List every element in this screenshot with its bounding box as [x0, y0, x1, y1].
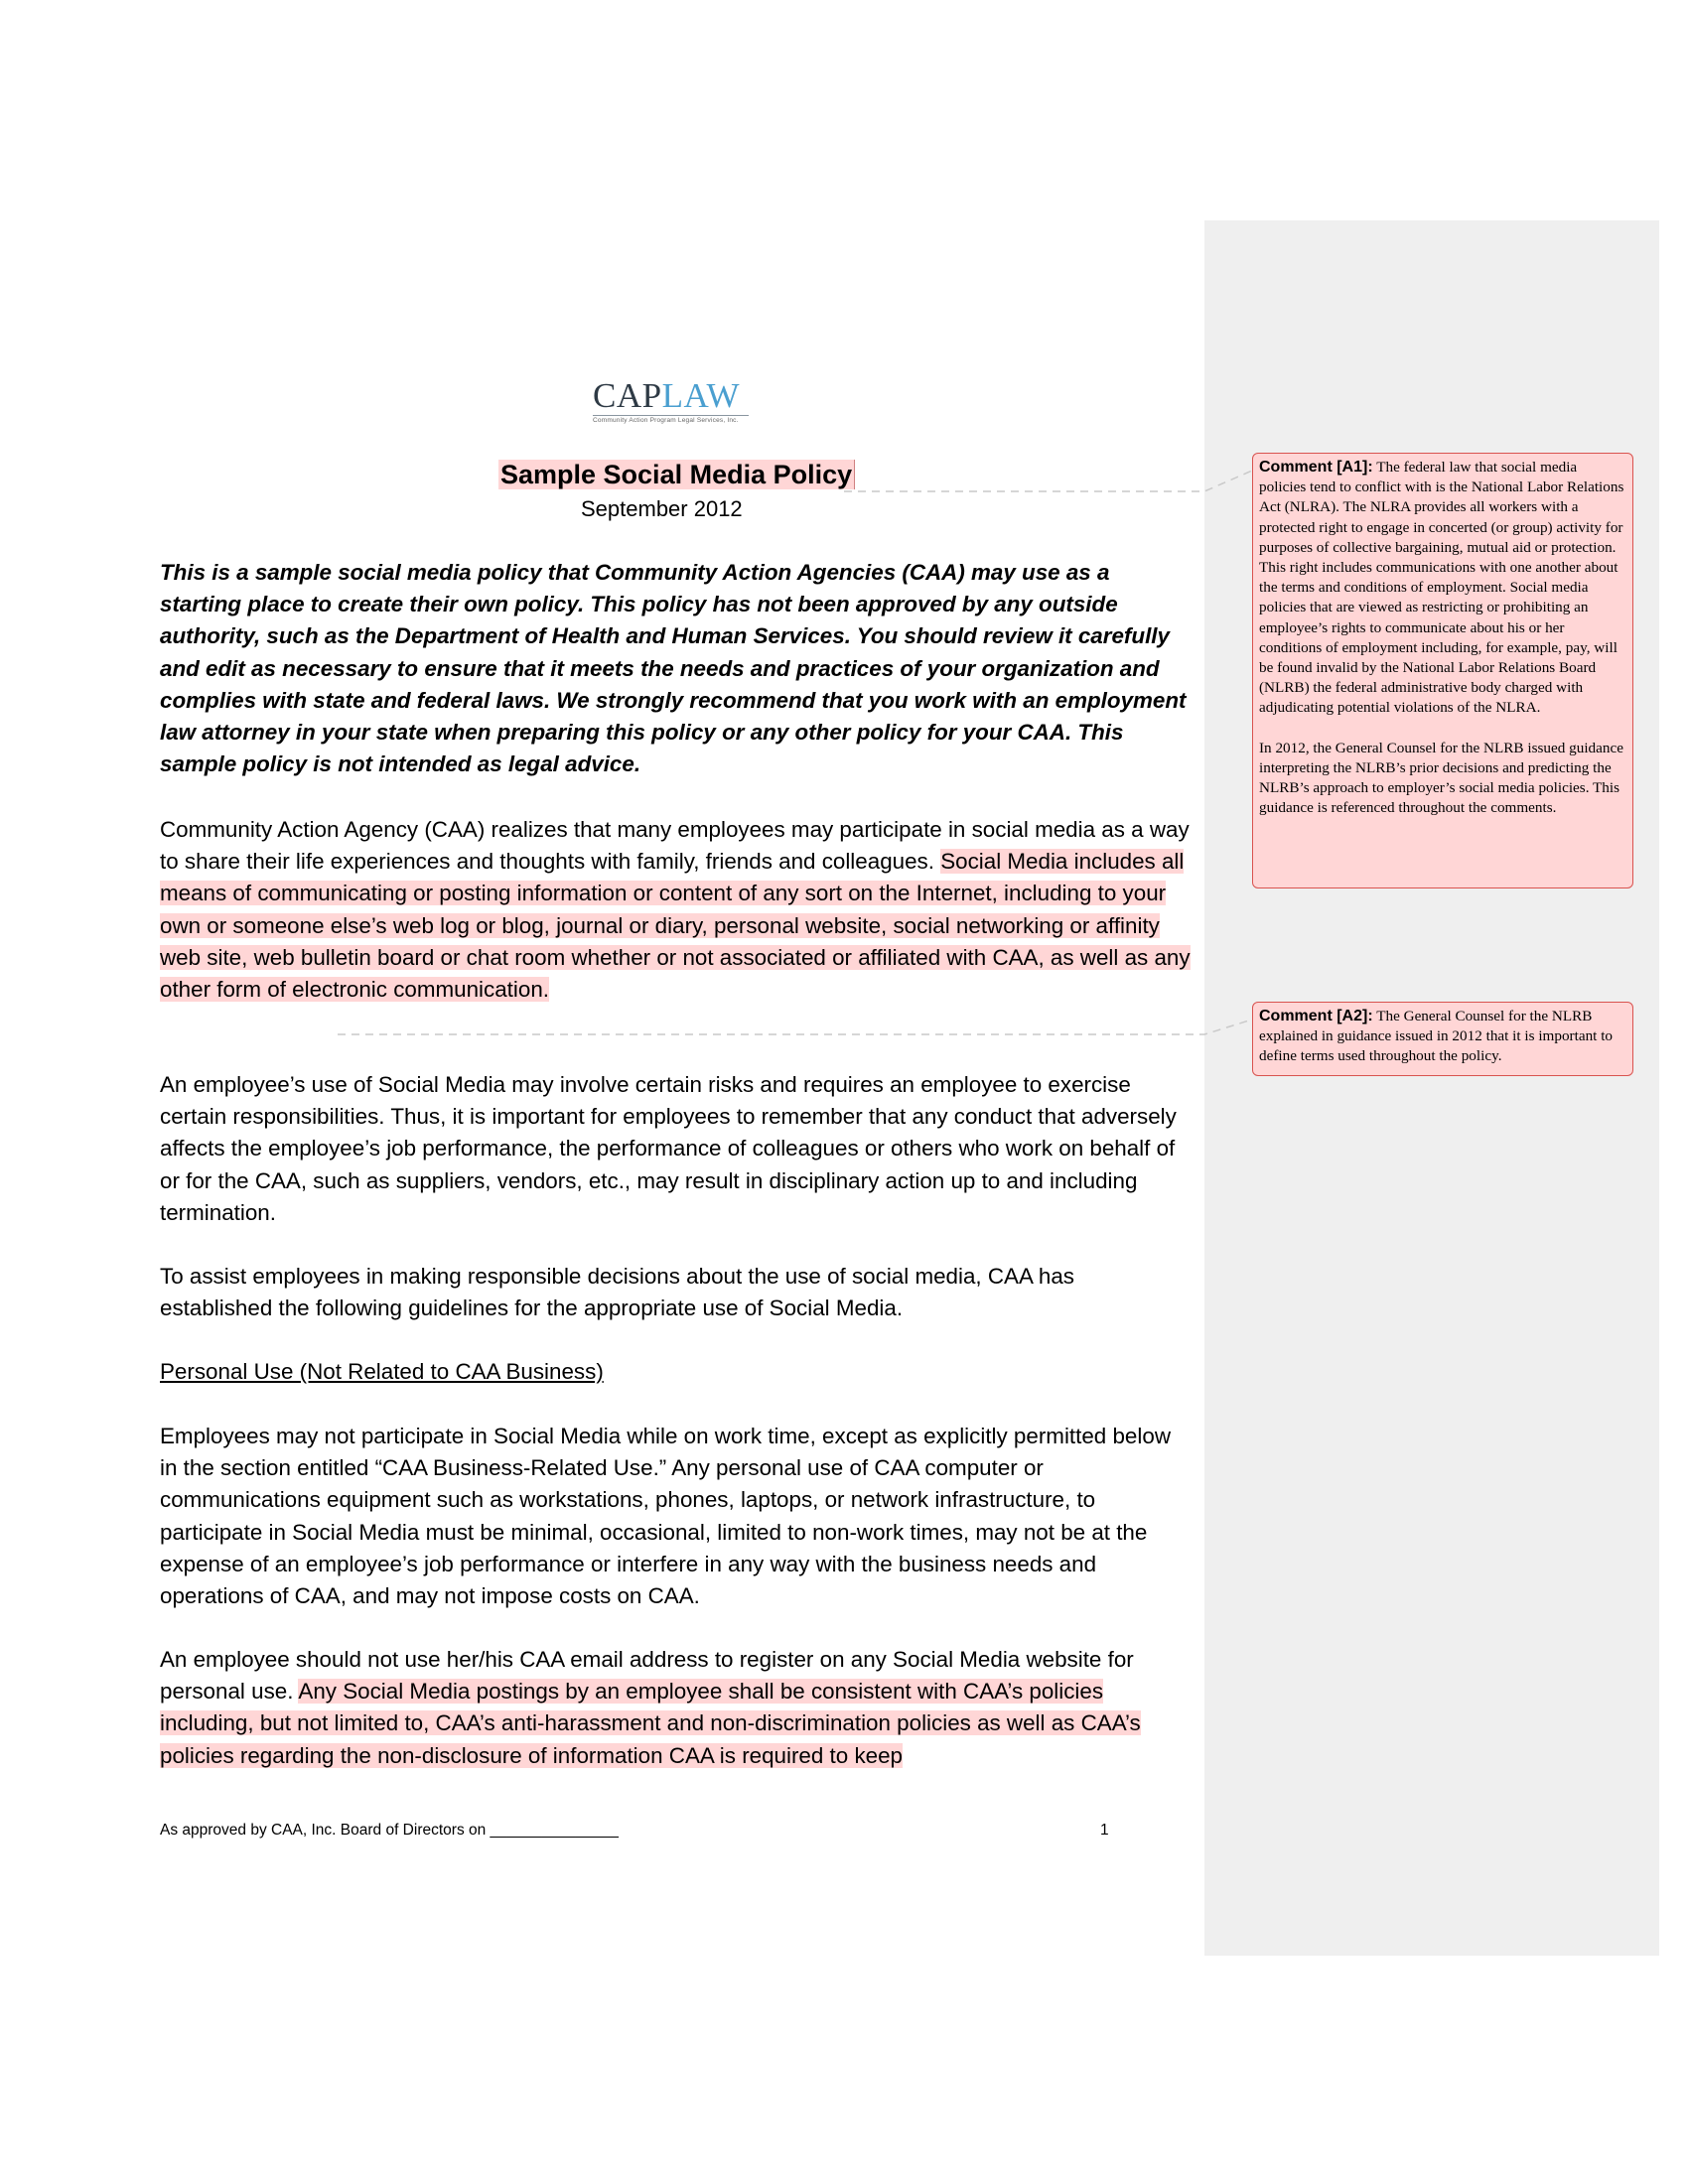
comment-a1-body	[1259, 458, 1626, 719]
caplaw-logo	[593, 377, 752, 427]
paragraph-guidelines: To assist employees in making responsible decisions about the use of social media, CAA has established the following guidelines for the appropriate use of Social Media.	[160, 1264, 1074, 1321]
logo-cap: CAP	[593, 376, 662, 415]
document-date: September 2012	[581, 496, 743, 521]
comment-a1-label: Comment [A1]:	[1259, 459, 1373, 476]
logo-wordmark	[593, 377, 752, 415]
comment-a1-connector	[844, 471, 1252, 491]
document-title-wrap	[498, 458, 855, 491]
comment-a1-text: The federal law that social media policies tend to conflict with is the National Labor Relations Act (NLRA). The NLRA provides all workers with a protected right to engage in concerted (or group) activity for purposes of collective bargaining, mutual aid or protection. This right includes communications with one another about the terms and conditions of employment. Social media policies that are viewed as restricting or prohibiting an employee’s rights to communicate about his or her conditions of employment including, for example, pay, will be found invalid by the National Labor Relations Board (NLRB) the federal administrative body charged with adjudicating potential violations of the NLRA.	[1259, 459, 1624, 717]
logo-law: LAW	[661, 376, 740, 415]
paragraph-work-time: Employees may not participate in Social Media while on work time, except as explicitly permitted below in the section entitled “CAA Business-Related Use.” Any personal use of CAA computer or communications equipment such as workstations, phones, laptops, or network infrastructure, to participate in Social Media must be minimal, occasional, limited to non-work times, may not be at the expense of an employee’s job performance or interfere in any way with the business needs and operations of CAA, and may not impose costs on CAA.	[160, 1424, 1171, 1609]
document-title[interactable]: Sample Social Media Policy	[498, 460, 855, 489]
paragraph-1-highlight[interactable]: Social Media includes all means of communicating or posting information or content of any sort on the Internet, including to your own or someone else’s web log or blog, journal or diary, personal website, social networking or affinity web site, web bulletin board or chat room whether or not associated or affiliated with CAA, as well as any other form of electronic communication.	[160, 849, 1191, 1003]
page-number: 1	[1100, 1822, 1109, 1839]
paragraph-6-text: An employee should not use her/his CAA email address to register on any Social Media website for personal use.	[160, 1647, 1134, 1705]
paragraph-6-highlight[interactable]: Any Social Media postings by an employee shall be consistent with CAA’s policies including, but not limited to, CAA’s anti-harassment and non-discrimination policies as well as CAA’s policies regarding the non-disclosure of information CAA is required to keep	[160, 1679, 1141, 1768]
comment-a2-label: Comment [A2]:	[1259, 1008, 1373, 1024]
paragraph-1-text: Community Action Agency (CAA) realizes that many employees may participate in social media as a way to share their life experiences and thoughts with family, friends and colleagues.	[160, 817, 1190, 875]
paragraph-email-address	[160, 1644, 1193, 1772]
comment-a2-body	[1259, 1007, 1626, 1067]
paragraph-social-media-definition	[160, 814, 1193, 1006]
comment-a2[interactable]	[1252, 1002, 1633, 1076]
comment-a1-text-2: In 2012, the General Counsel for the NLRB issued guidance interpreting the NLRB’s prior decisions and predicting the NLRB’s approach to employer’s social media policies. This guidance is referenced throughout the comments.	[1259, 739, 1623, 817]
page-footer: As approved by CAA, Inc. Board of Directors on _______________	[160, 1822, 619, 1839]
comment-a1[interactable]	[1252, 453, 1633, 888]
intro-paragraph: This is a sample social media policy that Community Action Agencies (CAA) may use as a starting place to create their own policy. This policy has not been approved by any outside authority, such as the Department of Health and Human Services. You should review it carefully and edit as necessary to ensure that it meets the needs and practices of your organization and complies with state and federal laws. We strongly recommend that you work with an employment law attorney in your state when preparing this policy or any other policy for your CAA. This sample policy is not intended as legal advice.	[160, 560, 1187, 777]
comment-a2-text: The General Counsel for the NLRB explained in guidance issued in 2012 that it is important to define terms used throughout the policy.	[1259, 1008, 1614, 1065]
logo-tagline: Community Action Program Legal Services, Inc.	[593, 417, 739, 424]
heading-personal-use: Personal Use (Not Related to CAA Business)	[160, 1359, 604, 1384]
comment-a2-connector	[338, 1020, 1252, 1034]
paragraph-risks: An employee’s use of Social Media may involve certain risks and requires an employee to exercise certain responsibilities. Thus, it is important for employees to remember that any conduct that adversely affects the employee’s job performance, the performance of colleagues or others who work on behalf of or for the CAA, such as suppliers, vendors, etc., may result in disciplinary action up to and including termination.	[160, 1072, 1177, 1225]
